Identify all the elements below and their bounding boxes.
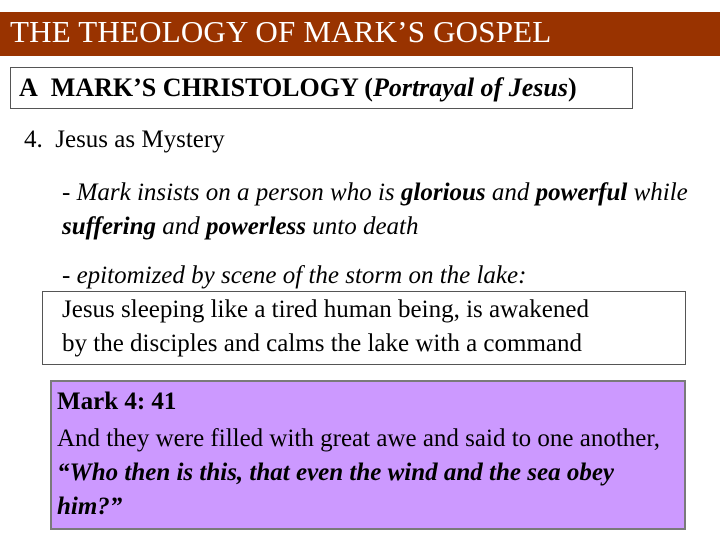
- para1-bold-glorious: glorious: [400, 179, 486, 206]
- point-heading: [24, 126, 225, 154]
- scripture-reference: Mark 4: 41: [57, 388, 177, 415]
- point-heading-text: Jesus as Mystery: [55, 126, 225, 153]
- para1-bold-suffering: suffering: [62, 213, 157, 240]
- storm-scene-line-2: by the disciples and calms the lake with a command: [62, 330, 582, 357]
- section-letter: A: [19, 73, 38, 102]
- para1-text-3: while: [627, 179, 688, 206]
- para1-text-5: unto death: [306, 213, 419, 240]
- section-label-italic: Portrayal of Jesus: [372, 73, 568, 102]
- title-bar: [0, 12, 720, 56]
- paragraph-glorious-powerless: [62, 176, 712, 244]
- point-number: 4.: [24, 126, 43, 153]
- para1-bold-powerful: powerful: [535, 179, 628, 206]
- section-heading-box: [10, 67, 633, 109]
- section-label: MARK’S CHRISTOLOGY (: [50, 73, 373, 102]
- scripture-quote-plain: And they were filled with great awe and said to one another,: [57, 425, 660, 452]
- paragraph-storm-intro: - epitomized by scene of the storm on the lake:: [62, 262, 527, 289]
- scripture-quote-emphasis: “Who then is this, that even the wind and the sea obey him?”: [57, 459, 615, 520]
- storm-scene-text: [62, 293, 702, 361]
- slide-title: THE THEOLOGY OF MARK’S GOSPEL: [10, 14, 552, 49]
- para1-text-4: and: [156, 213, 207, 240]
- para1-bold-powerless: powerless: [206, 213, 307, 240]
- section-heading: [19, 73, 577, 103]
- storm-scene-line-1: Jesus sleeping like a tired human being, is awakened: [62, 296, 589, 323]
- section-label-close: ): [567, 73, 577, 102]
- para1-text-1: - Mark insists on a person who is: [62, 179, 401, 206]
- scripture-quote-text: [57, 422, 682, 524]
- para1-text-2: and: [485, 179, 536, 206]
